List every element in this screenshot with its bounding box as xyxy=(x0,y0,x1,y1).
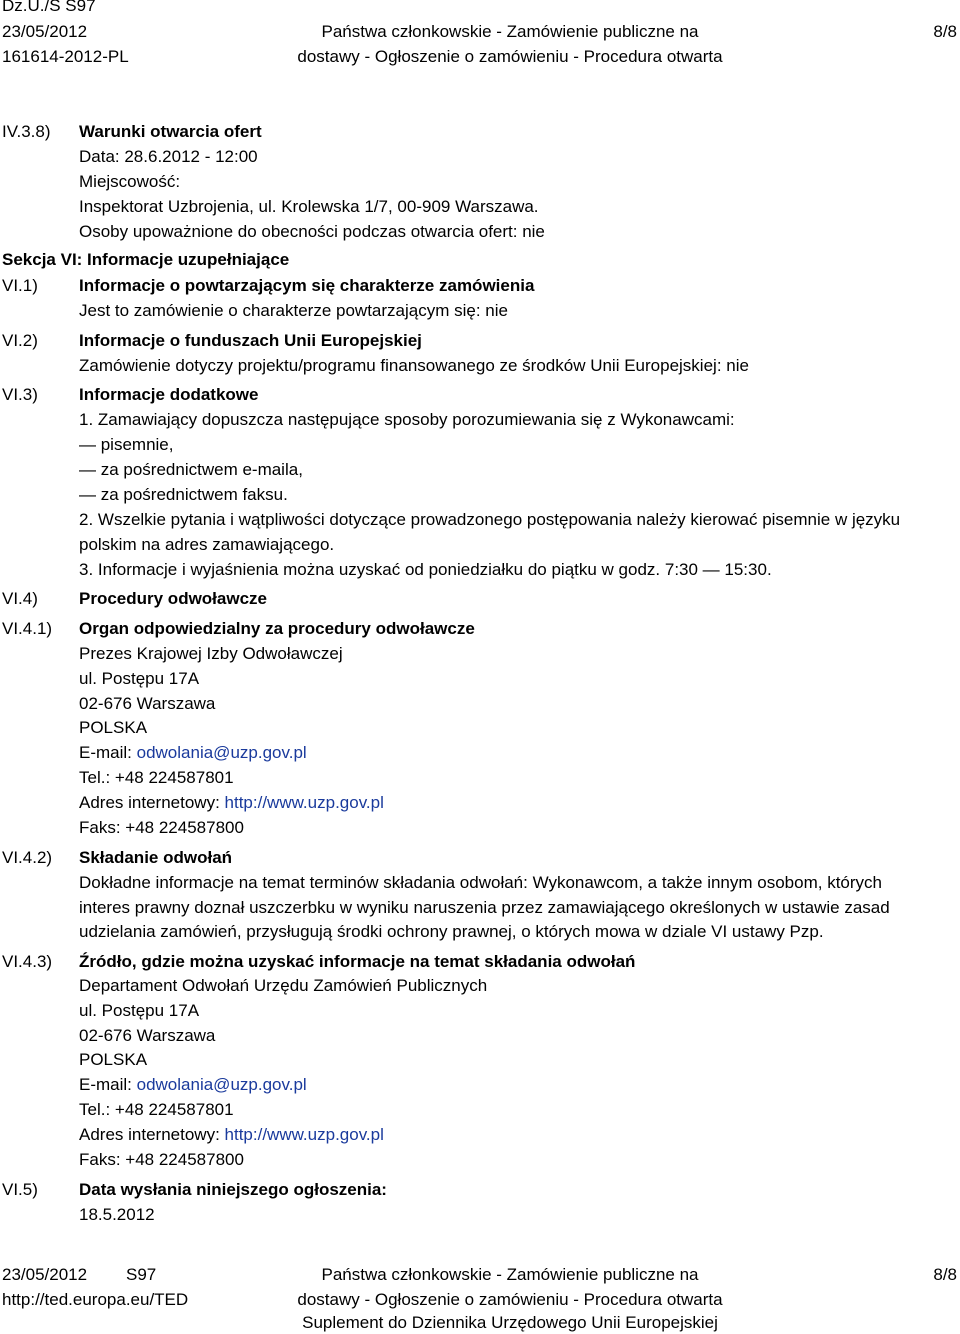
website-label: Adres internetowy: xyxy=(79,793,225,812)
section-title-vi41: Organ odpowiedzialny za procedury odwoławcze xyxy=(79,619,475,638)
section-number-iv38: IV.3.8) xyxy=(2,122,51,141)
appeals-text-line3: udzielania zamówień, przysługują środki ochrony prawnej, o których mowa w dziale VI ustawy Pzp. xyxy=(79,922,824,941)
email-link[interactable]: odwolania@uzp.gov.pl xyxy=(136,1075,307,1094)
notice-number: 161614-2012-PL xyxy=(2,47,129,66)
persons-allowed: Osoby upoważnione do obecności podczas otwarcia ofert: nie xyxy=(79,222,545,241)
email-link[interactable]: odwolania@uzp.gov.pl xyxy=(136,743,307,762)
country: POLSKA xyxy=(79,718,148,737)
opening-date: Data: 28.6.2012 - 12:00 xyxy=(79,147,258,166)
website-label: Adres internetowy: xyxy=(79,1125,225,1144)
section-number-vi41: VI.4.1) xyxy=(2,619,53,638)
country: POLSKA xyxy=(79,1050,148,1069)
list-item: — pisemnie, xyxy=(79,435,174,454)
section-title-vi1: Informacje o powtarzającym się charakterze zamówienia xyxy=(79,276,535,295)
street-address: ul. Postępu 17A xyxy=(79,669,200,688)
postal-city: 02-676 Warszawa xyxy=(79,694,216,713)
header-page-number: 8/8 xyxy=(933,22,957,41)
dispatch-date: 18.5.2012 xyxy=(79,1205,155,1224)
fax: Faks: +48 224587800 xyxy=(79,1150,244,1169)
additional-info-p2-line2: polskim na adres zamawiającego. xyxy=(79,535,335,554)
section-number-vi43: VI.4.3) xyxy=(2,952,53,971)
eu-funds-text: Zamówienie dotyczy projektu/programu finansowanego ze środków Unii Europejskiej: nie xyxy=(79,356,749,375)
recurrent-text: Jest to zamówienie o charakterze powtarzającym się: nie xyxy=(79,301,508,320)
postal-city: 02-676 Warszawa xyxy=(79,1026,216,1045)
email-line xyxy=(79,743,307,763)
section-number-vi3: VI.3) xyxy=(2,385,38,404)
section-title-vi4: Procedury odwoławcze xyxy=(79,589,267,608)
footer-title-line3: Suplement do Dziennika Urzędowego Unii Europejskiej xyxy=(302,1313,718,1332)
section-number-vi4: VI.4) xyxy=(2,589,38,608)
section-title-vi3: Informacje dodatkowe xyxy=(79,385,259,404)
header-title-line1: Państwa członkowskie - Zamówienie publiczne na xyxy=(321,22,699,41)
additional-info-p1: 1. Zamawiający dopuszcza następujące sposoby porozumiewania się z Wykonawcami: xyxy=(79,410,735,429)
website-link[interactable]: http://www.uzp.gov.pl xyxy=(224,793,384,812)
footer-series: S97 xyxy=(126,1265,157,1284)
footer-title-line1: Państwa członkowskie - Zamówienie publiczne na xyxy=(321,1265,699,1284)
footer-url[interactable]: http://ted.europa.eu/TED xyxy=(2,1290,189,1309)
section-number-vi5: VI.5) xyxy=(2,1180,38,1199)
phone: Tel.: +48 224587801 xyxy=(79,768,234,787)
place-value: Inspektorat Uzbrojenia, ul. Krolewska 1/7, 00-909 Warszawa. xyxy=(79,197,539,216)
appeals-text-line1: Dokładne informacje na temat terminów składania odwołań: Wykonawcom, a także innym osobom, których xyxy=(79,873,882,892)
section-title-vi42: Składanie odwołań xyxy=(79,848,233,867)
header-title-line2: dostawy - Ogłoszenie o zamówieniu - Procedura otwarta xyxy=(297,47,723,66)
fax: Faks: +48 224587800 xyxy=(79,818,244,837)
email-line xyxy=(79,1075,307,1095)
section-title-vi5: Data wysłania niniejszego ogłoszenia: xyxy=(79,1180,387,1199)
footer-page-number: 8/8 xyxy=(933,1265,957,1284)
list-item: — za pośrednictwem e-maila, xyxy=(79,460,303,479)
additional-info-p2-line1: 2. Wszelkie pytania i wątpliwości dotyczące prowadzonego postępowania należy kierować pisemnie w języku xyxy=(79,510,901,529)
website-line xyxy=(79,1125,384,1145)
list-item: — za pośrednictwem faksu. xyxy=(79,485,288,504)
journal-ref: Dz.U./S S97 xyxy=(2,0,96,15)
website-line xyxy=(79,793,384,813)
appeals-text-line2: interes prawny doznał uszczerbku w wyniku naruszenia przez zamawiającego określonych w ustawie zasad xyxy=(79,898,890,917)
section-title-vi43: Źródło, gdzie można uzyskać informacje na temat składania odwołań xyxy=(79,952,636,971)
section-number-vi2: VI.2) xyxy=(2,331,38,350)
email-label: E-mail: xyxy=(79,1075,137,1094)
header-date: 23/05/2012 xyxy=(2,22,88,41)
footer-date: 23/05/2012 xyxy=(2,1265,88,1284)
section-title-vi2: Informacje o funduszach Unii Europejskiej xyxy=(79,331,422,350)
body-name: Prezes Krajowej Izby Odwoławczej xyxy=(79,644,343,663)
email-label: E-mail: xyxy=(79,743,137,762)
website-link[interactable]: http://www.uzp.gov.pl xyxy=(224,1125,384,1144)
additional-info-p3: 3. Informacje i wyjaśnienia można uzyskać od poniedziałku do piątku w godz. 7:30 — 15:30. xyxy=(79,560,772,579)
footer-title-line2: dostawy - Ogłoszenie o zamówieniu - Procedura otwarta xyxy=(297,1290,723,1309)
section-number-vi42: VI.4.2) xyxy=(2,848,53,867)
section-heading-vi: Sekcja VI: Informacje uzupełniające xyxy=(2,250,290,269)
phone: Tel.: +48 224587801 xyxy=(79,1100,234,1119)
section-title-iv38: Warunki otwarcia ofert xyxy=(79,122,262,141)
body-name: Departament Odwołań Urzędu Zamówień Publicznych xyxy=(79,976,488,995)
place-label: Miejscowość: xyxy=(79,172,181,191)
street-address: ul. Postępu 17A xyxy=(79,1001,200,1020)
section-number-vi1: VI.1) xyxy=(2,276,38,295)
